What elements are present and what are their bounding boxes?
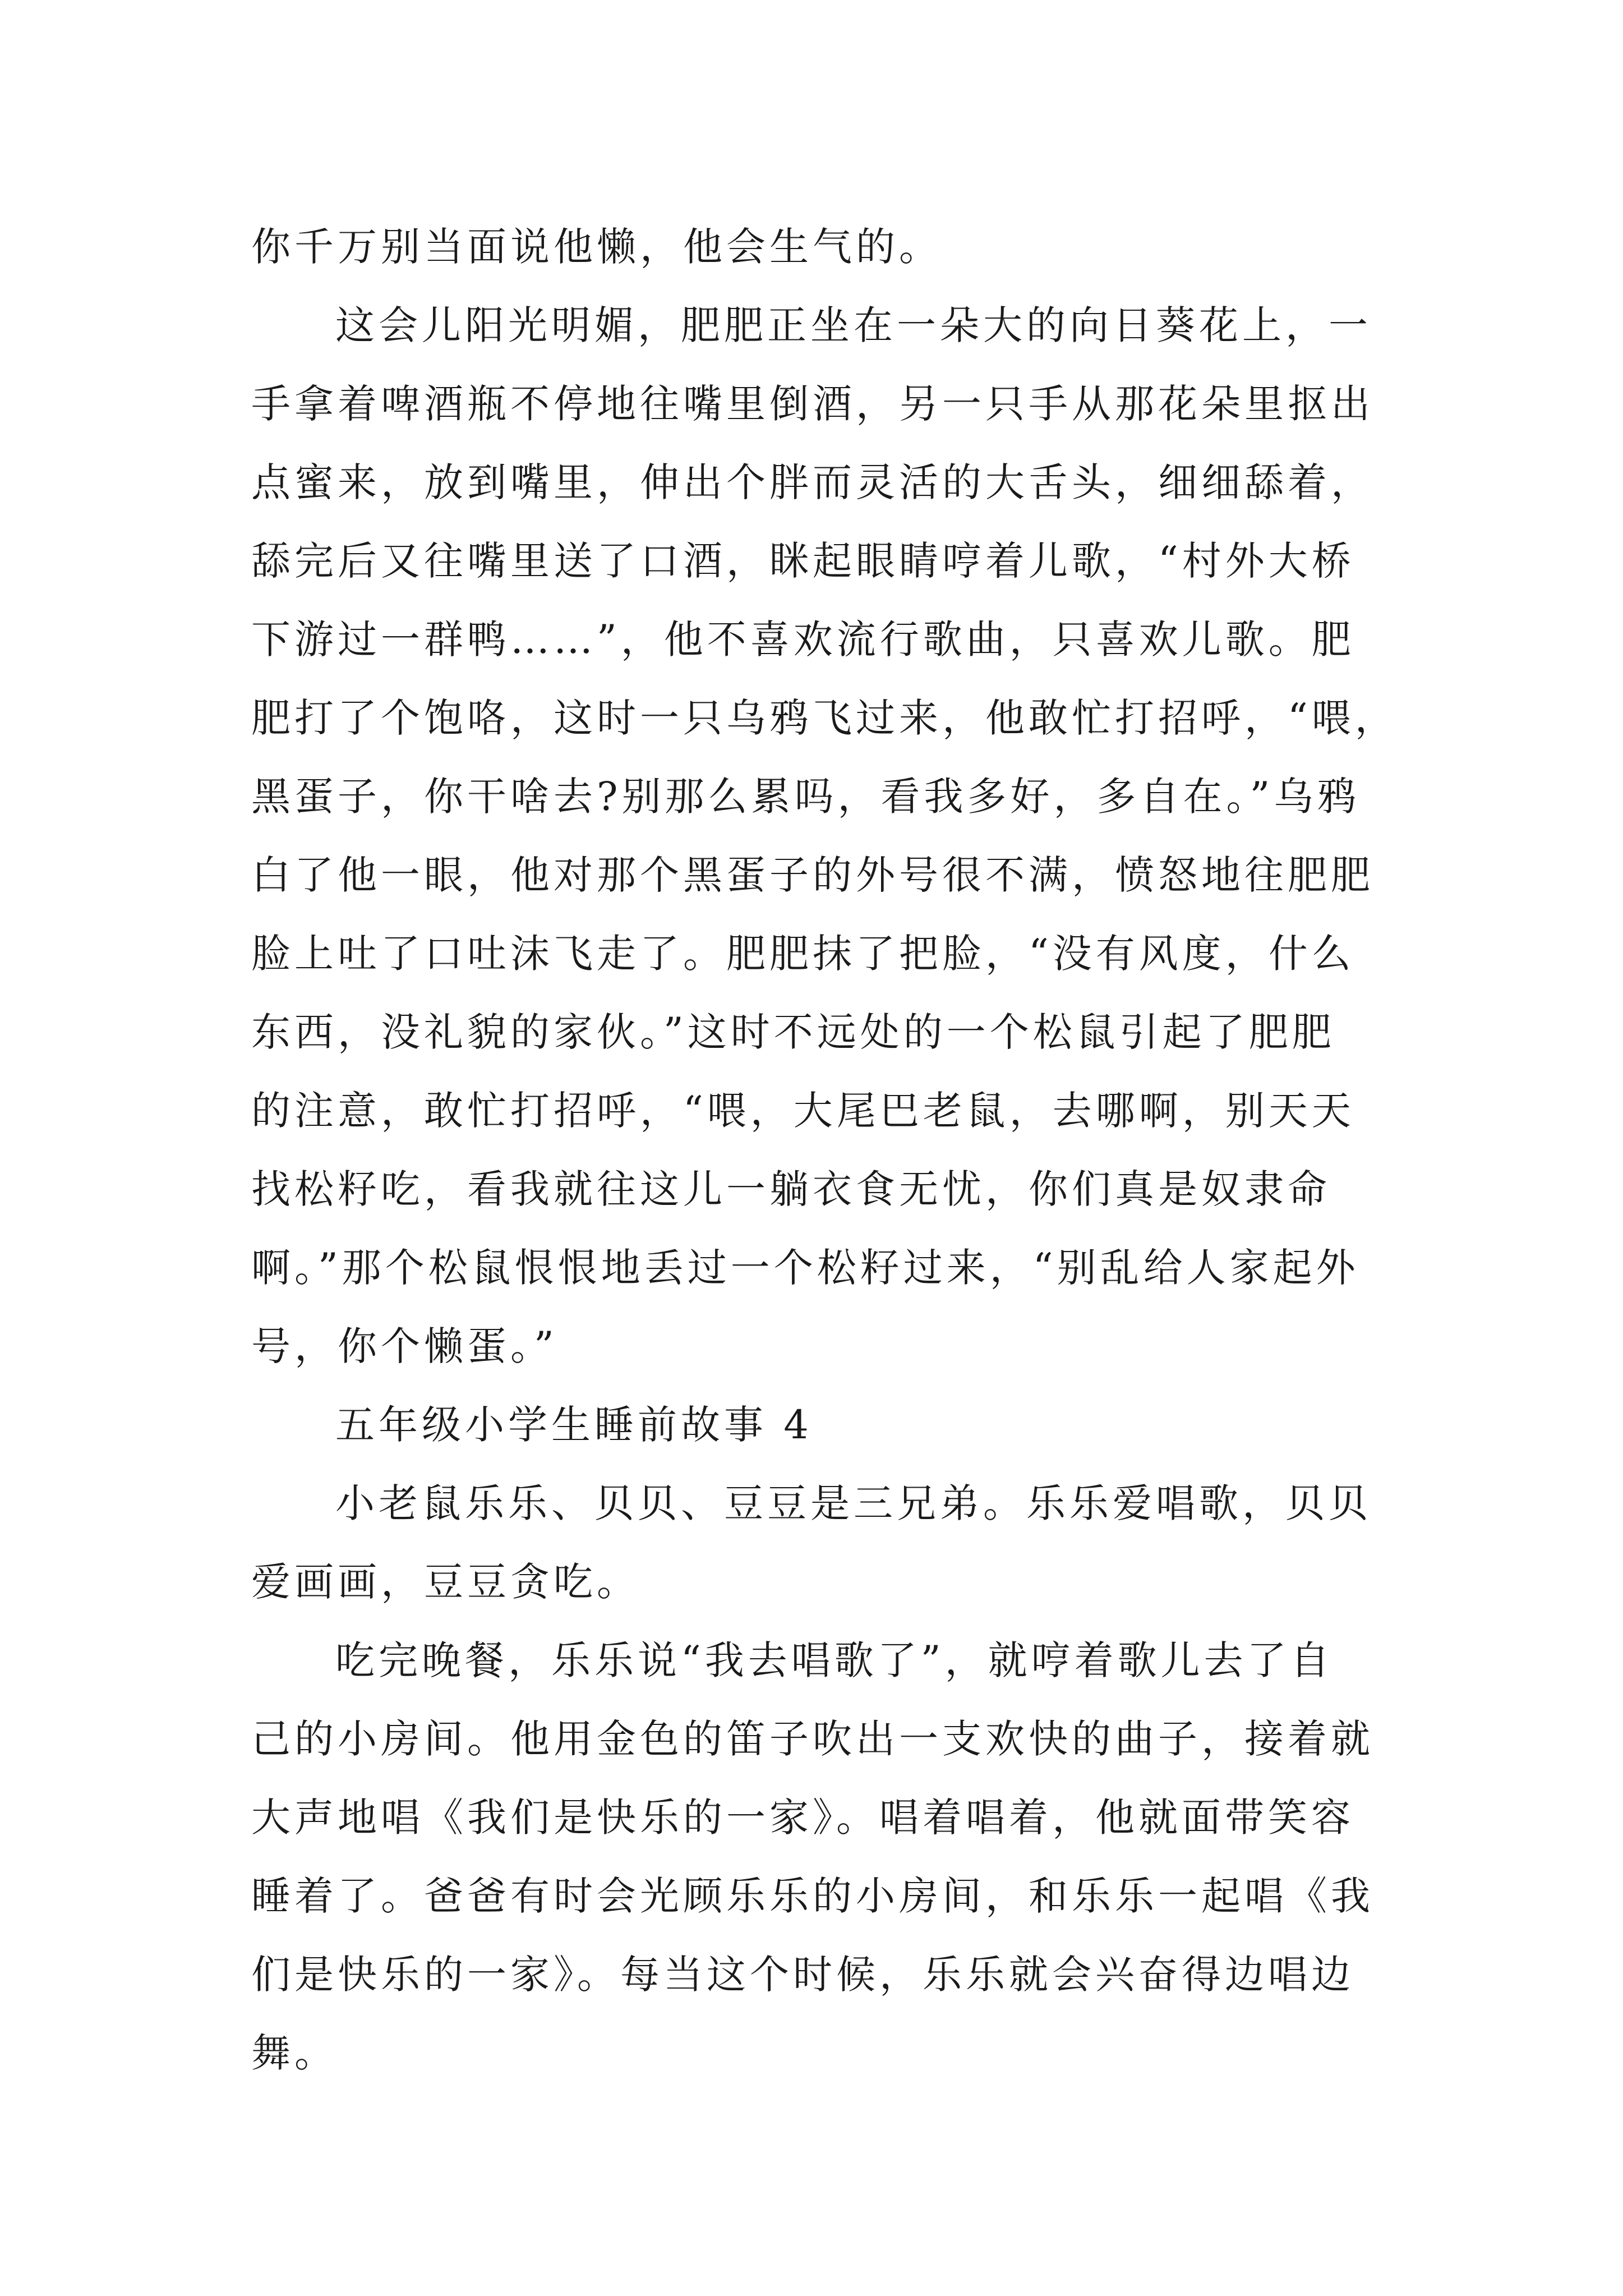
text-line: 吃完晚餐，乐乐说“我去唱歌了”，就哼着歌儿去了自: [335, 1637, 1334, 1683]
text-line: 己的小房间。他用金色的笛子吹出一支欢快的曲子，接着就: [251, 1716, 1374, 1762]
text-line: 啊。”那个松鼠恨恨地丢过一个松籽过来，“别乱给人家起外: [251, 1245, 1359, 1291]
section-heading-text: 五年级小学生睡前故事 4: [335, 1402, 813, 1448]
paragraph: [251, 286, 1398, 1386]
document-body: [251, 208, 1398, 2092]
section-heading: [251, 1386, 1395, 1464]
text-line: 你千万别当面说他懒，他会生气的。: [251, 224, 942, 270]
paragraph: [251, 1621, 1395, 2092]
text-line: 舔完后又往嘴里送了口酒，眯起眼睛哼着儿歌，“村外大桥: [251, 538, 1355, 584]
paragraph: [251, 208, 1395, 286]
text-line: 东西，没礼貌的家伙。”这时不远处的一个松鼠引起了肥肥: [251, 1009, 1335, 1055]
text-line: 找松籽吃，看我就往这儿一躺衣食无忧，你们真是奴隶命: [251, 1166, 1331, 1212]
text-line: 的注意，敢忙打招呼，“喂，大尾巴老鼠，去哪啊，别天天: [251, 1088, 1355, 1134]
text-line: 号，你个懒蛋。”: [251, 1323, 558, 1369]
text-line: 下游过一群鸭……”，他不喜欢流行歌曲，只喜欢儿歌。肥: [251, 616, 1355, 662]
text-line: 点蜜来，放到嘴里，伸出个胖而灵活的大舌头，细细舔着，: [251, 459, 1374, 505]
text-line: 手拿着啤酒瓶不停地往嘴里倒酒，另一只手从那花朵里抠出: [251, 381, 1374, 427]
paragraph: [251, 1464, 1395, 1621]
text-line: 肥打了个饱咯，这时一只乌鸦飞过来，他敢忙打招呼，“喂，: [251, 695, 1398, 741]
text-line: 们是快乐的一家》。每当这个时候，乐乐就会兴奋得边唱边: [251, 1952, 1354, 1998]
text-line: 脸上吐了口吐沫飞走了。肥肥抹了把脸，“没有风度，什么: [251, 931, 1355, 977]
text-line: 白了他一眼，他对那个黑蛋子的外号很不满，愤怒地往肥肥: [251, 852, 1374, 898]
text-line: 大声地唱《我们是快乐的一家》。唱着唱着，他就面带笑容: [251, 1795, 1354, 1841]
text-line: 小老鼠乐乐、贝贝、豆豆是三兄弟。乐乐爱唱歌，贝贝: [335, 1480, 1372, 1526]
text-line: 舞。: [251, 2030, 338, 2076]
text-line: 爱画画，豆豆贪吃。: [251, 1559, 640, 1605]
text-line: 黑蛋子，你干啥去?别那么累吗，看我多好，多自在。”乌鸦: [251, 774, 1361, 820]
text-line: 这会儿阳光明媚，肥肥正坐在一朵大的向日葵花上，一: [335, 302, 1372, 348]
text-line: 睡着了。爸爸有时会光顾乐乐的小房间，和乐乐一起唱《我: [251, 1873, 1374, 1919]
